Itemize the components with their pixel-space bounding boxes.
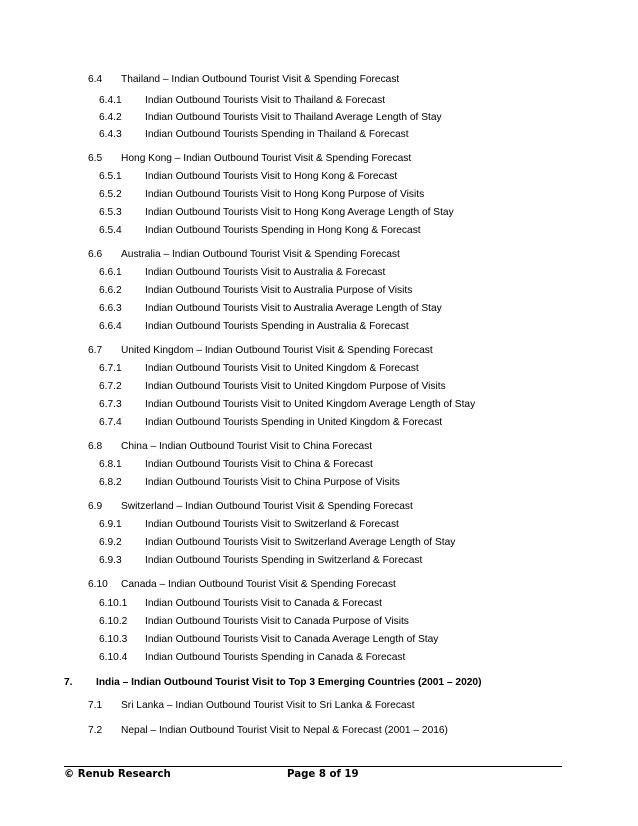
toc-number: 6.10.3 — [99, 634, 128, 645]
toc-number: 6.4.3 — [99, 129, 122, 140]
toc-number: 6.10.1 — [99, 598, 128, 609]
toc-title: Indian Outbound Tourists Visit to Canada Purpose of Visits — [145, 616, 409, 627]
toc-title: Indian Outbound Tourists Spending in Hong Kong & Forecast — [145, 225, 421, 236]
toc-title: Indian Outbound Tourists Visit to Switzerland Average Length of Stay — [145, 537, 456, 548]
toc-title: Thailand – Indian Outbound Tourist Visit & Spending Forecast — [121, 74, 400, 85]
toc-title: Indian Outbound Tourists Visit to United Kingdom Purpose of Visits — [145, 381, 446, 392]
toc-number: 6.4.1 — [99, 95, 122, 106]
toc-number: 6.5.1 — [99, 171, 122, 182]
toc-title: United Kingdom – Indian Outbound Tourist Visit & Spending Forecast — [121, 345, 433, 356]
toc-title: Indian Outbound Tourists Visit to Thailand Average Length of Stay — [145, 112, 442, 123]
toc-title: Indian Outbound Tourists Spending in Switzerland & Forecast — [145, 555, 423, 566]
toc-number: 6.4.2 — [99, 112, 122, 123]
toc-title: Indian Outbound Tourists Spending in Canada & Forecast — [145, 652, 406, 663]
toc-title: Indian Outbound Tourists Visit to United Kingdom Average Length of Stay — [145, 399, 476, 410]
toc-number: 6.10 — [88, 579, 108, 590]
toc-title: Indian Outbound Tourists Spending in Australia & Forecast — [145, 321, 409, 332]
toc-number: 6.6 — [88, 249, 103, 260]
toc-title: Hong Kong – Indian Outbound Tourist Visit & Spending Forecast — [121, 153, 412, 164]
toc-title: Indian Outbound Tourists Visit to Switzerland & Forecast — [145, 519, 399, 530]
toc-number: 6.8.1 — [99, 459, 122, 470]
toc-number: 6.7.4 — [99, 417, 122, 428]
toc-number: 6.10.4 — [99, 652, 128, 663]
toc-number: 6.9.3 — [99, 555, 122, 566]
toc-number: 6.5.2 — [99, 189, 122, 200]
footer-copyright: © Renub Research — [64, 769, 171, 780]
toc-title: Indian Outbound Tourists Spending in United Kingdom & Forecast — [145, 417, 443, 428]
toc-number: 6.7.2 — [99, 381, 122, 392]
toc-number: 6.6.1 — [99, 267, 122, 278]
toc-title: Indian Outbound Tourists Visit to Hong Kong Average Length of Stay — [145, 207, 454, 218]
toc-number: 6.5.4 — [99, 225, 122, 236]
toc-title: Indian Outbound Tourists Visit to Canada & Forecast — [145, 598, 382, 609]
footer-page-number: Page 8 of 19 — [287, 769, 359, 780]
toc-number: 6.8 — [88, 441, 103, 452]
toc-title: Indian Outbound Tourists Spending in Thailand & Forecast — [145, 129, 409, 140]
toc-number: 6.6.3 — [99, 303, 122, 314]
toc-title: Indian Outbound Tourists Visit to Canada Average Length of Stay — [145, 634, 439, 645]
toc-title: Indian Outbound Tourists Visit to United Kingdom & Forecast — [145, 363, 419, 374]
toc-title: Indian Outbound Tourists Visit to China & Forecast — [145, 459, 373, 470]
toc-title: Indian Outbound Tourists Visit to China Purpose of Visits — [145, 477, 400, 488]
toc-number: 6.8.2 — [99, 477, 122, 488]
toc-number: 6.4 — [88, 74, 103, 85]
toc-number: 6.7 — [88, 345, 103, 356]
toc-number: 7. — [64, 677, 73, 688]
toc-title: Indian Outbound Tourists Visit to Thailand & Forecast — [145, 95, 386, 106]
toc-number: 6.9 — [88, 501, 103, 512]
toc-title: Indian Outbound Tourists Visit to Australia Purpose of Visits — [145, 285, 413, 296]
toc-number: 6.5.3 — [99, 207, 122, 218]
toc-number: 6.6.2 — [99, 285, 122, 296]
toc-title: India – Indian Outbound Tourist Visit to Top 3 Emerging Countries (2001 – 2020) — [96, 677, 482, 688]
toc-title: Indian Outbound Tourists Visit to Australia & Forecast — [145, 267, 386, 278]
toc-title: Sri Lanka – Indian Outbound Tourist Visit to Sri Lanka & Forecast — [121, 700, 415, 711]
toc-number: 6.5 — [88, 153, 103, 164]
toc-number: 6.6.4 — [99, 321, 122, 332]
toc-title: China – Indian Outbound Tourist Visit to China Forecast — [121, 441, 373, 452]
toc-number: 7.1 — [88, 700, 103, 711]
footer-rule — [64, 766, 562, 767]
toc-title: Indian Outbound Tourists Visit to Australia Average Length of Stay — [145, 303, 442, 314]
toc-title: Canada – Indian Outbound Tourist Visit & Spending Forecast — [121, 579, 396, 590]
toc-number: 6.9.1 — [99, 519, 122, 530]
toc-title: Switzerland – Indian Outbound Tourist Visit & Spending Forecast — [121, 501, 413, 512]
toc-number: 6.7.3 — [99, 399, 122, 410]
toc-number: 7.2 — [88, 725, 103, 736]
toc-title: Australia – Indian Outbound Tourist Visit & Spending Forecast — [121, 249, 400, 260]
toc-title: Indian Outbound Tourists Visit to Hong Kong Purpose of Visits — [145, 189, 425, 200]
toc-title: Indian Outbound Tourists Visit to Hong Kong & Forecast — [145, 171, 398, 182]
toc-number: 6.10.2 — [99, 616, 128, 627]
toc-number: 6.9.2 — [99, 537, 122, 548]
toc-title: Nepal – Indian Outbound Tourist Visit to Nepal & Forecast (2001 – 2016) — [121, 725, 448, 736]
toc-number: 6.7.1 — [99, 363, 122, 374]
